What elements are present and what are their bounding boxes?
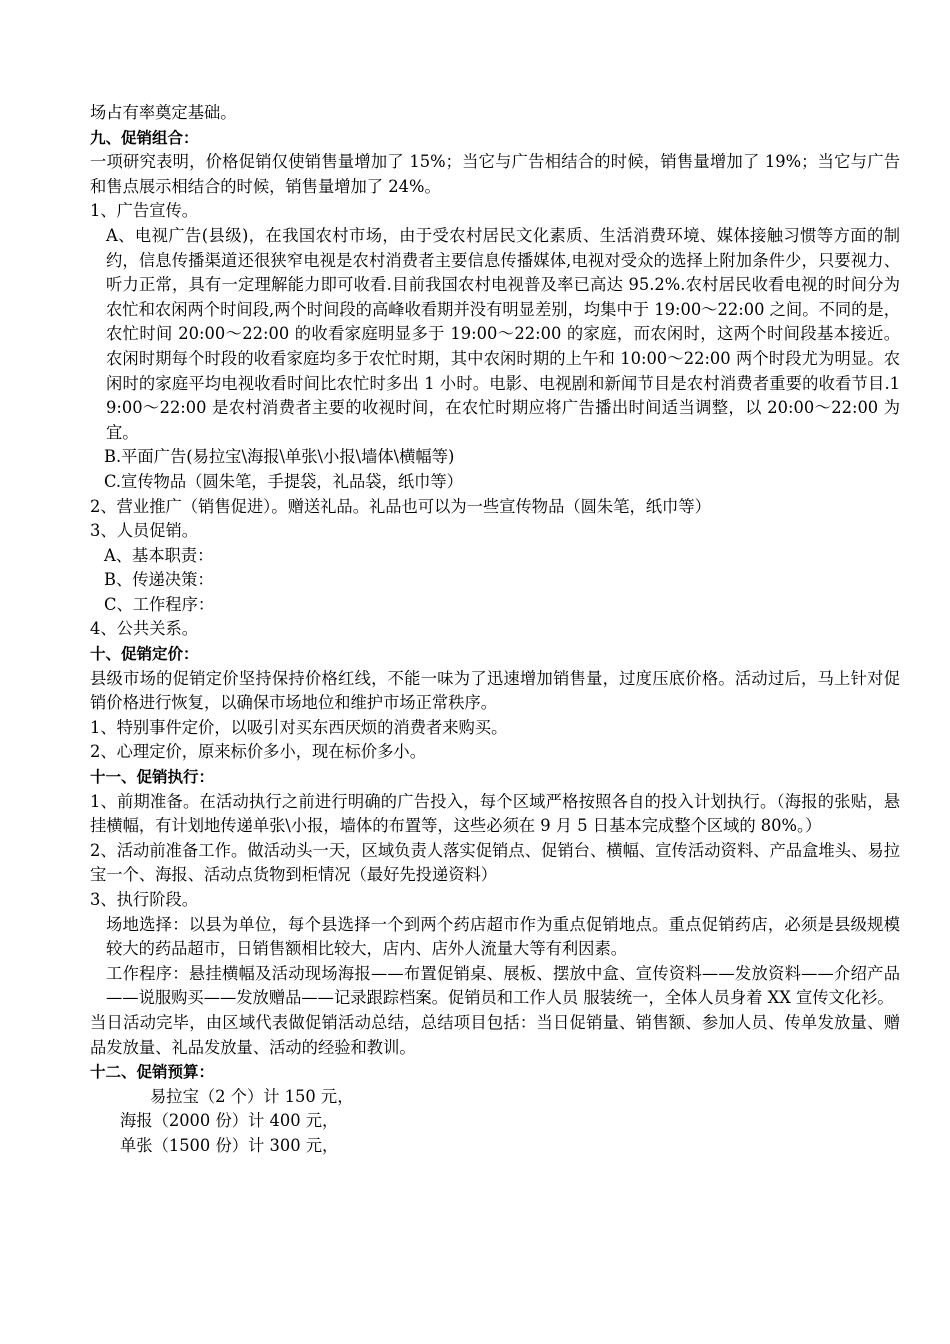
paragraph-daily-summary: 当日活动完毕，由区域代表做促销活动总结，总结项目包括：当日促销量、销售额、参加人员、传单发放量、赠品发放量、礼品发放量、活动的经验和教训。	[90, 1012, 900, 1057]
heading-section-11: 十一、促销执行：	[90, 768, 215, 787]
list-item-duties: A、基本职责：	[104, 545, 214, 565]
heading-section-10: 十、促销定价：	[90, 645, 199, 664]
paragraph-site-selection: 场地选择：以县为单位，每个县选择一个到两个药店超市作为重点促销地点。重点促销药店，必须是县级规模较大的药品超市，日销售额相比较大，店内、店外人流量大等有利因素。	[106, 914, 900, 959]
heading-section-12: 十二、促销预算：	[90, 1063, 215, 1082]
list-item-procedure: C、工作程序：	[104, 594, 215, 614]
list-item-advertising: 1、广告宣传。	[90, 201, 199, 221]
paragraph-pre-event: 2、活动前准备工作。做活动头一天，区域负责人落实促销点、促销台、横幅、宣传活动资料、产品盒堆头、易拉宝一个、海报、活动点货物到柜情况（最好先投递资料）	[90, 840, 900, 885]
paragraph-research: 一项研究表明，价格促销仅使销售量增加了 15%；当它与广告相结合的时候，销售量增加了 19%；当它与广告和售点展示相结合的时候，销售量增加了 24%。	[90, 152, 900, 196]
list-item-public-relations: 4、公共关系。	[90, 619, 199, 639]
list-item-event-pricing: 1、特别事件定价，以吸引对买东西厌烦的消费者来购买。	[90, 717, 508, 737]
paragraph-pricing: 县级市场的促销定价坚持保持价格红线，不能一味为了迅速增加销售量，过度压底价格。活动过后，马上针对促销价格进行恢复，以确保市场地位和维护市场正常秩序。	[90, 668, 900, 713]
list-item-execution: 3、执行阶段。	[90, 890, 199, 909]
budget-item-flyers: 单张（1500 份）计 300 元，	[120, 1135, 339, 1155]
list-item-sales-promotion: 2、营业推广（销售促进）。赠送礼品。礼品也可以为一些宣传物品（圆朱笔，纸巾等）	[90, 496, 711, 516]
budget-item-posters: 海报（2000 份）计 400 元，	[120, 1111, 339, 1131]
list-item-psychological-pricing: 2、心理定价，原来标价多小，现在标价多小。	[90, 742, 426, 762]
paragraph-intro-tail: 场占有率奠定基础。	[90, 103, 237, 122]
paragraph-preparation: 1、前期准备。在活动执行之前进行明确的广告投入，每个区域严格按照各自的投入计划执行。（海报的张贴，悬挂横幅，有计划地传递单张\小报，墙体的布置等，这些必须在 9 月 5 日基本完成整个区域的 80%。）	[90, 791, 900, 836]
paragraph-tv-advertising: A、电视广告(县级)，在我国农村市场，由于受农村居民文化素质、生活消费环境、媒体接触习惯等方面的制约，信息传播渠道还很狭窄电视是农村消费者主要信息传播媒体,电视对受众的选择上附加条件少，只要视力、听力正常，具有一定理解能力即可收看.目前我国农村电视普及率已高达 95.2%.农村居民收看电视的时间分为农忙和农闲两个时间段,两个时间段的高峰收看期并没有明显差别，均集中于 19:00～22:00 之间。不同的是，农忙时间 20:00～22:00 的收看家庭明显多于 19:00～22:00 的家庭，而农闲时，这两个时间段基本接近。农闲时期每个时段的收看家庭均多于农忙时期，其中农闲时期的上午和 10:00～22:00 两个时段尤为明显。农闲时的家庭平均电视收看时间比农忙时多出 1 小时。电影、电视剧和新闻节目是农村消费者重要的收看节目.19:00～22:00 是农村消费者主要的收视时间，在农忙时期应将广告播出时间适当调整，以 20:00～22:00 为宜。	[106, 225, 900, 442]
budget-item-rollup: 易拉宝（2 个）计 150 元，	[150, 1086, 354, 1106]
list-item-print-ads: B.平面广告(易拉宝\海报\单张\小报\墙体\横幅等)	[104, 447, 455, 467]
paragraph-work-procedure: 工作程序：悬挂横幅及活动现场海报——布置促销桌、展板、摆放中盒、宣传资料——发放资料——介绍产品——说服购买——发放赠品——记录跟踪档案。促销员和工作人员 服装统一，全体人员身着 XX 宣传文化衫。	[106, 963, 900, 1008]
list-item-promo-items: C.宣传物品（圆朱笔，手提袋，礼品袋，纸巾等）	[104, 471, 463, 491]
document-page	[90, 101, 900, 1159]
heading-section-9: 九、促销组合：	[90, 128, 199, 147]
list-item-personal-selling: 3、人员促销。	[90, 521, 199, 541]
list-item-decisions: B、传递决策：	[104, 570, 214, 590]
